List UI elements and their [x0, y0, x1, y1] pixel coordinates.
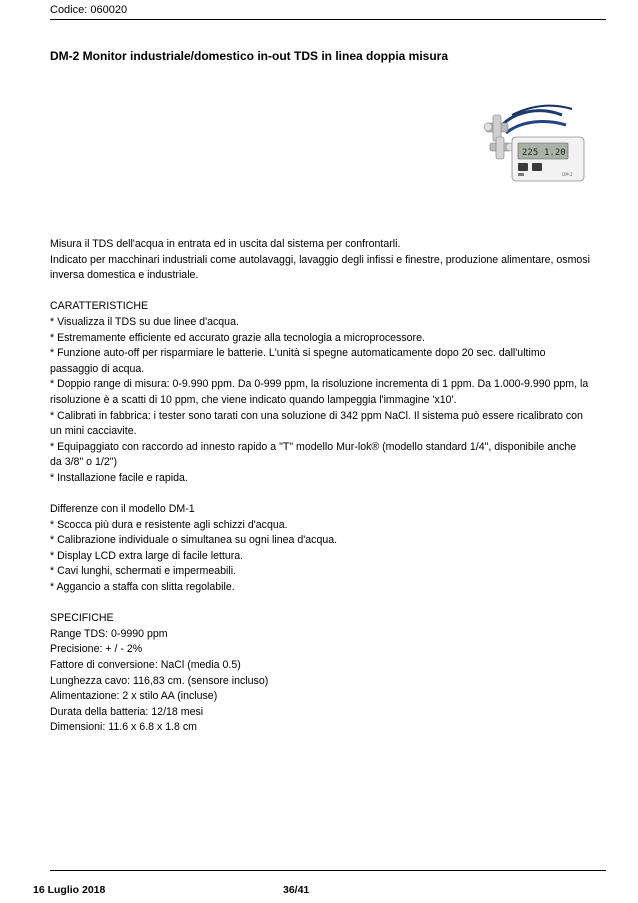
features-list [50, 315, 590, 487]
spec-item: Range TDS: 0-9990 ppm [50, 627, 168, 640]
footer-date: 16 Luglio 2018 [33, 884, 106, 896]
difference-item: * Scocca più dura e resistente agli schizzi d'acqua. [50, 518, 288, 531]
product-image [482, 85, 590, 227]
feature-item: * Calibrati in fabbrica: i tester sono tarati con una soluzione di 342 ppm NaCl. Il sistema può essere ricalibrato con un mini cacciavite. [50, 409, 583, 438]
differences-heading: Differenze con il modello DM-1 [50, 503, 195, 516]
intro-section [50, 237, 590, 284]
spec-item: Alimentazione: 2 x stilo AA (incluse) [50, 690, 218, 703]
page-number: 36/41 [283, 884, 310, 896]
description-body [50, 237, 590, 736]
monitor-label: DM-2 [562, 172, 573, 177]
intro-paragraph: Misura il TDS dell'acqua in entrata ed in uscita dal sistema per confrontarli. [50, 238, 401, 250]
intro-paragraph: Indicato per macchinari industriali come autolavaggi, lavaggio degli infissi e finestre, produzione alimentare, osmosi inversa domestica e industriale. [50, 253, 590, 282]
feature-item: * Equipaggiato con raccordo ad innesto rapido a "T" modello Mur-lok® (modello standard 1/4", disponibile anche da 3/8" o 1/2") [50, 440, 577, 469]
feature-item: * Doppio range di misura: 0-9.990 ppm. Da 0-999 ppm, la risoluzione incrementa di 1 ppm. Da 1.000-9.990 ppm, la risoluzione è a scatti di 10 ppm, che viene indicato quando lampeggia l'immagine 'x10'. [50, 378, 589, 406]
product-code: Codice: 060020 [50, 4, 606, 20]
specs-heading: SPECIFICHE [50, 612, 114, 625]
difference-item: * Calibrazione individuale o simultanea su ogni linea d'acqua. [50, 534, 338, 547]
specs-list [50, 627, 590, 736]
spec-item: Fattore di conversione: NaCl (media 0.5) [50, 659, 241, 672]
spec-item: Precisione: + / - 2% [50, 643, 143, 656]
page-header [50, 4, 606, 20]
feature-item: * Installazione facile e rapida. [50, 471, 188, 484]
difference-item: * Aggancio a staffa con slitta regolabile. [50, 581, 235, 594]
differences-list [50, 518, 590, 596]
feature-item: * Funzione auto-off per risparmiare le batterie. L'unità si spegne automaticamente dopo 20 sec. dall'ultimo passaggio di acqua. [50, 347, 546, 375]
monitor-screen-right: 1.20 [544, 148, 566, 158]
page-title: DM-2 Monitor industriale/domestico in-out TDS in linea doppia misura [50, 49, 449, 63]
spec-item: Durata della batteria: 12/18 mesi [50, 705, 204, 718]
difference-item: * Display LCD extra large di facile lettura. [50, 549, 244, 562]
features-heading: CARATTERISTICHE [50, 300, 149, 313]
feature-item: * Visualizza il TDS su due linee d'acqua. [50, 315, 239, 328]
difference-item: * Cavi lunghi, schermati e impermeabili. [50, 565, 237, 578]
monitor-screen-left: 225 [522, 148, 539, 158]
page-footer [33, 870, 606, 901]
spec-item: Lunghezza cavo: 116,83 cm. (sensore incluso) [50, 674, 269, 687]
spec-item: Dimensioni: 11.6 x 6.8 x 1.8 cm [50, 721, 198, 734]
feature-item: * Estremamente efficiente ed accurato grazie alla tecnologia a microprocessore. [50, 331, 425, 344]
